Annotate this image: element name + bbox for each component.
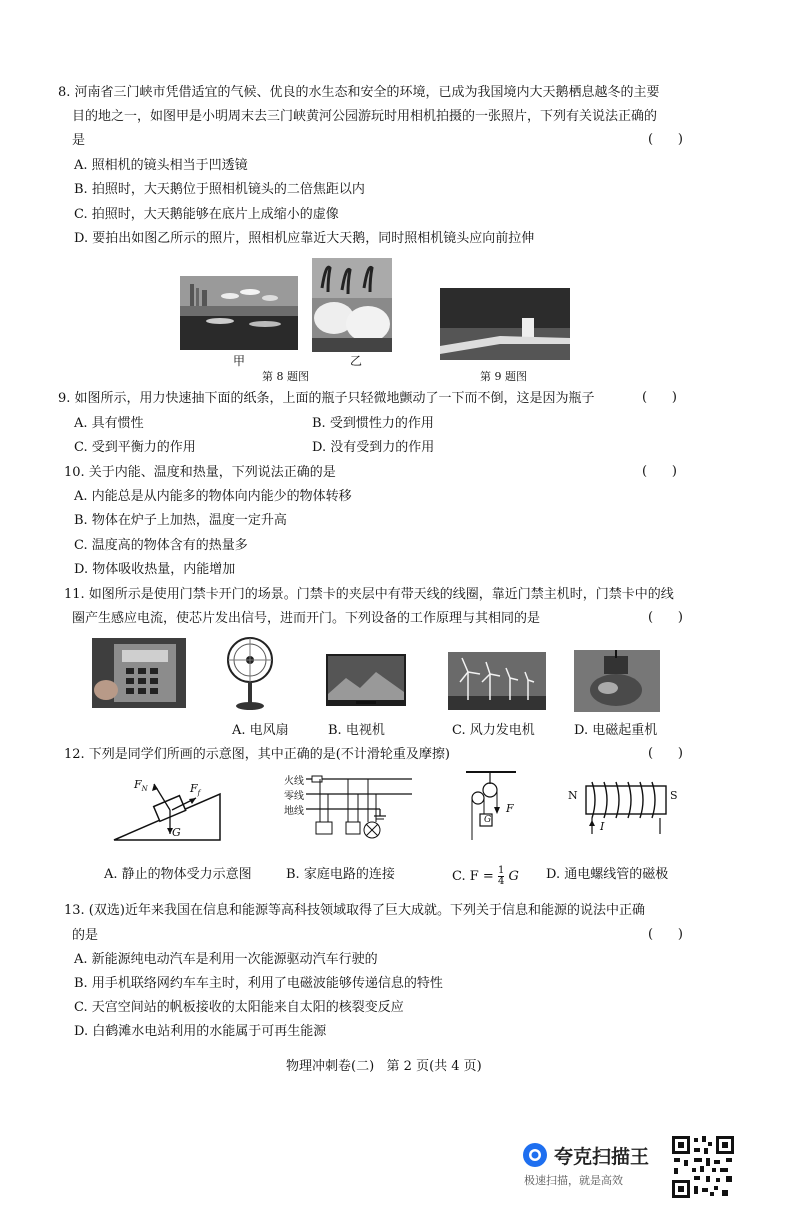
pulley-force-label: F — [506, 802, 514, 815]
q9-option-b: B. 受到惯性力的作用 — [312, 416, 434, 431]
q12-option-a: A. 静止的物体受力示意图 — [104, 867, 252, 882]
scanner-watermark — [522, 1138, 662, 1194]
q12-stem: 12. 下列是同学们所画的示意图，其中正确的是(不计滑轮重及摩擦) — [64, 747, 450, 762]
swan-closeup-photo-yi — [312, 258, 392, 352]
q8-stem-line1: 8. 河南省三门峡市凭借适宜的气候、优良的水生态和安全的环境，已成为我国境内大天鹅栖息越冬的主要 — [58, 85, 660, 100]
incline-force-diagram — [112, 774, 222, 844]
q13-option-d: D. 白鹤滩水电站利用的水能属于可再生能源 — [74, 1024, 327, 1039]
q9-answer-paren: ( ) — [642, 390, 677, 405]
quark-logo-icon — [522, 1142, 548, 1168]
q13-answer-paren: ( ) — [648, 927, 683, 942]
solenoid-diagram — [578, 776, 678, 836]
q8-option-d: D. 要拍出如图乙所示的照片，照相机应靠近大天鹅，同时照相机镜头应向前拉伸 — [74, 231, 535, 246]
q10-stem: 10. 关于内能、温度和热量，下列说法正确的是 — [64, 465, 336, 480]
page-footer: 物理冲刺卷(二) 第 2 页(共 4 页) — [286, 1059, 482, 1074]
friction-force-label: $F_f$ — [190, 782, 201, 798]
current-label: I — [600, 820, 605, 833]
solenoid-n-pole-label: N — [568, 789, 578, 802]
pulley-weight-label: G — [484, 815, 492, 825]
access-card-photo — [92, 638, 186, 708]
q9-stem: 9. 如图所示，用力快速抽下面的纸条，上面的瓶子只轻微地颤动了一下而不倒，这是因为瓶子 — [58, 391, 595, 406]
q8-answer-paren: ( ) — [648, 132, 683, 147]
q9-option-a: A. 具有惯性 — [74, 416, 144, 431]
electromagnetic-crane-photo — [574, 650, 660, 712]
live-wire-label: 火线 — [284, 776, 304, 787]
q8-figure-caption: 第 8 题图 — [262, 370, 309, 383]
q13-stem-line1: 13. (双选)近年来我国在信息和能源等高科技领域取得了巨大成就。下列关于信息和能源的说法中正确 — [64, 903, 645, 918]
neutral-wire-label: 零线 — [284, 791, 304, 802]
q11-stem-line2: 圈产生感应电流，使芯片发出信号，进而开门。下列设备的工作原理与其相同的是 — [72, 611, 541, 626]
wind-turbine-photo — [448, 652, 546, 710]
figure-jia-label: 甲 — [233, 354, 246, 368]
q8-stem-line3: 是 — [72, 133, 86, 148]
q10-answer-paren: ( ) — [642, 464, 677, 479]
q10-option-c: C. 温度高的物体含有的热量多 — [74, 538, 248, 553]
q11-option-b: B. 电视机 — [328, 723, 385, 738]
q11-option-d: D. 电磁起重机 — [574, 723, 658, 738]
figure-yi-label: 乙 — [350, 354, 363, 368]
q11-option-a: A. 电风扇 — [232, 723, 289, 738]
q8-option-c: C. 拍照时，大天鹅能够在底片上成缩小的虚像 — [74, 207, 339, 222]
q11-answer-paren: ( ) — [648, 610, 683, 625]
q8-option-b: B. 拍照时，大天鹅位于照相机镜头的二倍焦距以内 — [74, 182, 365, 197]
normal-force-label: $F_N$ — [134, 778, 148, 794]
watermark-slogan: 极速扫描，就是高效 — [524, 1174, 623, 1187]
gravity-label: G — [172, 826, 181, 839]
q12-option-d: D. 通电螺线管的磁极 — [546, 867, 669, 882]
q13-option-b: B. 用手机联络网约车车主时，利用了电磁波能够传递信息的特性 — [74, 976, 443, 991]
q9-figure-caption: 第 9 题图 — [480, 370, 527, 383]
ground-wire-label: 地线 — [284, 806, 304, 817]
q13-option-c: C. 天宫空间站的帆板接收的太阳能来自太阳的核裂变反应 — [74, 1000, 404, 1015]
q13-option-a: A. 新能源纯电动汽车是利用一次能源驱动汽车行驶的 — [74, 952, 378, 967]
q9-option-c: C. 受到平衡力的作用 — [74, 440, 196, 455]
q10-option-a: A. 内能总是从内能多的物体向内能少的物体转移 — [74, 489, 352, 504]
q10-option-b: B. 物体在炉子上加热，温度一定升高 — [74, 513, 287, 528]
qr-code-icon — [670, 1134, 736, 1200]
q12-answer-paren: ( ) — [648, 746, 683, 761]
television-photo — [326, 654, 406, 706]
bottle-paper-photo — [440, 288, 570, 360]
q13-stem-line2: 的是 — [72, 928, 99, 943]
q12-option-c: C. F = $\frac{1}{4}$ G — [452, 865, 519, 887]
electric-fan-icon — [220, 634, 280, 714]
q8-option-a: A. 照相机的镜头相当于凹透镜 — [74, 158, 248, 173]
q12-option-b: B. 家庭电路的连接 — [286, 867, 395, 882]
solenoid-s-pole-label: S — [670, 789, 678, 802]
q9-option-d: D. 没有受到力的作用 — [312, 440, 435, 455]
q8-stem-line2: 目的地之一，如图甲是小明周末去三门峡黄河公园游玩时用相机拍摄的一张照片，下列有关说法正确的 — [72, 109, 658, 124]
watermark-brand: 夸克扫描王 — [554, 1146, 650, 1168]
swan-lake-photo-jia — [180, 276, 298, 350]
household-circuit-diagram — [306, 772, 416, 842]
q11-stem-line1: 11. 如图所示是使用门禁卡开门的场景。门禁卡的夹层中有带天线的线圈，靠近门禁主机时，门禁卡中的线 — [64, 587, 674, 602]
q11-option-c: C. 风力发电机 — [452, 723, 535, 738]
q10-option-d: D. 物体吸收热量，内能增加 — [74, 562, 236, 577]
